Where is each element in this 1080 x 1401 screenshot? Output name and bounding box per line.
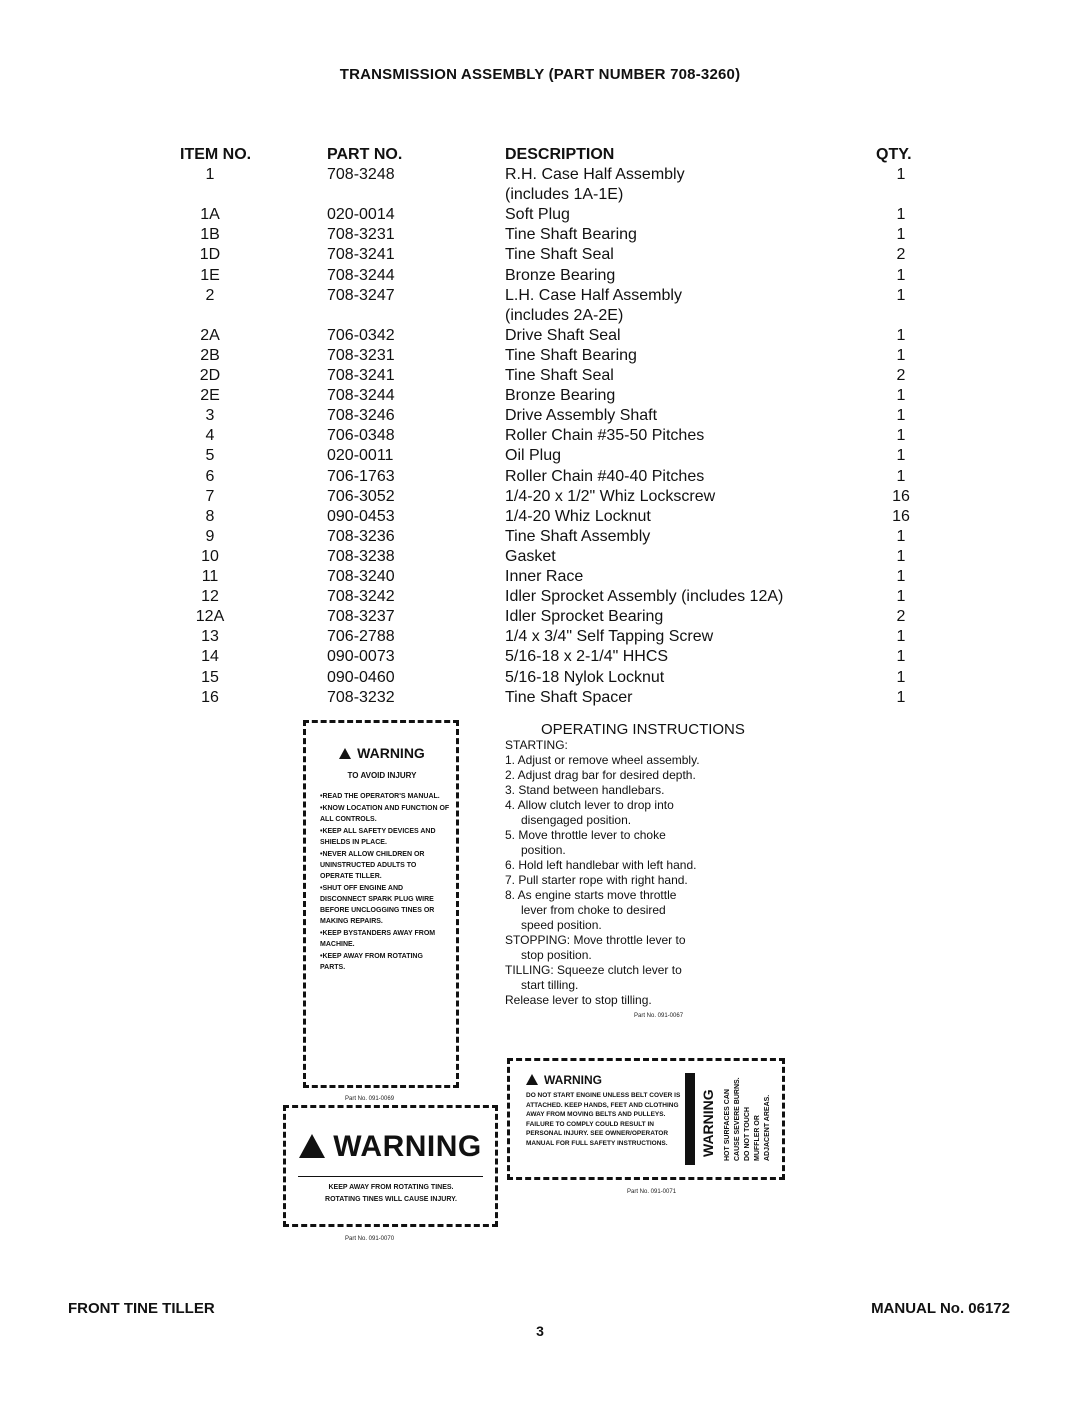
description-cell: 1/4-20 x 1/2" Whiz Lockscrew bbox=[505, 487, 716, 505]
table-row bbox=[0, 186, 1080, 206]
divider-bar bbox=[685, 1073, 695, 1165]
qty-cell: 1 bbox=[896, 688, 906, 706]
warning-list-item: •NEVER ALLOW CHILDREN OR UNINSTRUCTED ADULTS TO OPERATE TILLER. bbox=[320, 851, 425, 880]
hot-surfaces-line: ADJACENT AREAS. bbox=[764, 1094, 771, 1161]
item-no-cell: 8 bbox=[205, 507, 215, 525]
qty-cell: 1 bbox=[896, 588, 906, 606]
description-cell: Tine Shaft Spacer bbox=[505, 688, 633, 706]
description-cell: R.H. Case Half Assembly bbox=[505, 166, 685, 183]
part-number-label-2: Part No. 091-0070 bbox=[345, 1236, 395, 1242]
item-no-cell: 3 bbox=[205, 407, 215, 425]
qty-cell: 1 bbox=[896, 387, 906, 405]
table-row bbox=[0, 166, 1080, 186]
page-title: TRANSMISSION ASSEMBLY (PART NUMBER 708-3260) bbox=[339, 66, 741, 83]
item-no-cell: 10 bbox=[201, 547, 219, 565]
warning-label-rotating-tines bbox=[283, 1105, 498, 1227]
table-row bbox=[0, 447, 1080, 467]
part-no-cell: 708-3242 bbox=[327, 588, 395, 606]
description-cell: Bronze Bearing bbox=[505, 266, 616, 284]
item-no-cell: 2E bbox=[200, 387, 220, 405]
qty-cell: 1 bbox=[896, 166, 906, 183]
table-row bbox=[0, 206, 1080, 226]
item-no-cell: 6 bbox=[205, 467, 215, 485]
table-row bbox=[0, 628, 1080, 648]
table-row bbox=[0, 226, 1080, 246]
table-row bbox=[0, 307, 1080, 327]
table-row bbox=[0, 367, 1080, 387]
warning-line-2: ROTATING TINES WILL CAUSE INJURY. bbox=[325, 1196, 457, 1203]
qty-cell: 1 bbox=[896, 266, 906, 284]
instruction-line: 6. Hold left handlebar with left hand. bbox=[505, 858, 697, 872]
hot-surfaces-line: MUFFLER OR bbox=[754, 1115, 761, 1161]
part-no-cell: 706-2788 bbox=[327, 628, 395, 646]
description-cell: 1/4-20 Whiz Locknut bbox=[505, 507, 651, 525]
qty-cell: 16 bbox=[892, 507, 910, 525]
instruction-line: 7. Pull starter rope with right hand. bbox=[505, 873, 688, 887]
description-cell: Tine Shaft Bearing bbox=[505, 346, 637, 364]
divider bbox=[298, 1176, 483, 1177]
warning-triangle-icon bbox=[339, 748, 351, 759]
table-row bbox=[0, 427, 1080, 447]
description-cell: Oil Plug bbox=[505, 447, 562, 465]
warning-triangle-icon bbox=[526, 1074, 538, 1085]
instruction-line: 2. Adjust drag bar for desired depth. bbox=[505, 768, 696, 782]
item-no-cell: 13 bbox=[201, 628, 219, 646]
warning-list-item: •KEEP BYSTANDERS AWAY FROM MACHINE. bbox=[320, 930, 436, 948]
description-cell: Inner Race bbox=[505, 568, 584, 585]
description-cell: Bronze Bearing bbox=[505, 387, 616, 405]
qty-cell: 1 bbox=[896, 427, 906, 445]
item-no-cell: 2 bbox=[205, 286, 215, 304]
item-no-cell: 16 bbox=[201, 688, 219, 706]
warning-title-large bbox=[286, 1130, 495, 1164]
hot-surfaces-text bbox=[724, 1071, 776, 1167]
qty-cell: 1 bbox=[896, 668, 906, 686]
hot-surfaces-line: DO NOT TOUCH bbox=[744, 1107, 751, 1161]
table-row bbox=[0, 468, 1080, 488]
item-no-cell: 7 bbox=[205, 487, 215, 505]
item-no-cell: 12A bbox=[195, 608, 225, 626]
description-cell: L.H. Case Half Assembly bbox=[505, 286, 682, 304]
part-no-cell: 708-3244 bbox=[327, 266, 395, 284]
instruction-line: Release lever to stop tilling. bbox=[505, 993, 652, 1007]
qty-cell: 1 bbox=[896, 407, 906, 425]
description-cell: 5/16-18 Nylok Locknut bbox=[505, 668, 665, 686]
table-row bbox=[0, 287, 1080, 307]
part-no-cell: 706-0348 bbox=[327, 427, 395, 445]
table-row bbox=[0, 327, 1080, 347]
qty-cell: 1 bbox=[896, 326, 906, 344]
table-row bbox=[0, 588, 1080, 608]
description-cell: Soft Plug bbox=[505, 206, 570, 224]
warning-title bbox=[526, 1073, 602, 1087]
part-no-cell: 020-0011 bbox=[327, 447, 394, 465]
warning-subtitle: TO AVOID INJURY bbox=[347, 771, 417, 780]
instruction-line: start tilling. bbox=[521, 978, 579, 992]
warning-list-item: •KNOW LOCATION AND FUNCTION OF ALL CONTROLS. bbox=[320, 805, 450, 823]
footer-manual-no: MANUAL No. 06172 bbox=[871, 1300, 1010, 1317]
item-no-cell: 15 bbox=[201, 668, 219, 686]
table-row bbox=[0, 488, 1080, 508]
part-number-label-1: Part No. 091-0069 bbox=[345, 1096, 395, 1102]
page-number: 3 bbox=[536, 1323, 544, 1339]
table-row bbox=[0, 387, 1080, 407]
qty-cell: 2 bbox=[896, 246, 906, 264]
qty-cell: 1 bbox=[896, 547, 906, 565]
description-cell: Drive Assembly Shaft bbox=[505, 407, 658, 425]
part-no-cell: 706-1763 bbox=[327, 467, 395, 485]
part-number-label-ops: Part No. 091-0067 bbox=[634, 1013, 684, 1019]
part-no-cell: 706-0342 bbox=[327, 326, 395, 344]
part-no-cell: 708-3241 bbox=[327, 367, 395, 384]
warning-title-text: WARNING bbox=[357, 745, 425, 761]
warning-body: DO NOT START ENGINE UNLESS BELT COVER IS ATTACHED. KEEP HANDS, FEET AND CLOTHING AWAY FROM MOVING BELTS AND PULLEYS. FAILURE TO COMPLY COULD RESULT IN PERSONAL INJURY. SEE OWNER/OPERATOR MANUAL FOR FULL SAFETY INSTRUCTIONS. bbox=[526, 1092, 681, 1147]
warning-list-item: •KEEP ALL SAFETY DEVICES AND SHIELDS IN PLACE. bbox=[320, 828, 436, 846]
description-cell: 5/16-18 x 2-1/4" HHCS bbox=[505, 648, 669, 666]
header-item-no: ITEM NO. bbox=[180, 146, 252, 163]
item-no-cell: 4 bbox=[205, 427, 215, 445]
part-no-cell: 708-3247 bbox=[327, 286, 395, 304]
table-row bbox=[0, 246, 1080, 266]
instruction-line: 1. Adjust or remove wheel assembly. bbox=[505, 753, 700, 767]
table-row bbox=[0, 648, 1080, 668]
qty-cell: 2 bbox=[896, 367, 906, 384]
instruction-line: TILLING: Squeeze clutch lever to bbox=[505, 963, 682, 977]
qty-cell: 1 bbox=[896, 226, 906, 244]
table-row bbox=[0, 407, 1080, 427]
qty-cell: 1 bbox=[896, 628, 906, 646]
qty-cell: 1 bbox=[896, 286, 906, 304]
item-no-cell: 9 bbox=[205, 527, 215, 545]
description-cell: Roller Chain #35-50 Pitches bbox=[505, 427, 705, 445]
table-row bbox=[0, 508, 1080, 528]
item-no-cell: 5 bbox=[205, 447, 215, 465]
qty-cell: 1 bbox=[896, 648, 906, 666]
description-cell: Roller Chain #40-40 Pitches bbox=[505, 467, 705, 485]
instruction-line: lever from choke to desired bbox=[521, 903, 666, 917]
item-no-cell: 12 bbox=[201, 588, 219, 606]
table-row bbox=[0, 568, 1080, 588]
instruction-line: 5. Move throttle lever to choke bbox=[505, 828, 666, 842]
vertical-warning bbox=[700, 1071, 724, 1167]
instruction-line: STOPPING: Move throttle lever to bbox=[505, 933, 686, 947]
header-part-no: PART NO. bbox=[327, 146, 403, 163]
table-row bbox=[0, 347, 1080, 367]
description-cell: Tine Shaft Seal bbox=[505, 367, 614, 384]
qty-cell: 1 bbox=[896, 447, 906, 465]
header-description: DESCRIPTION bbox=[505, 146, 615, 163]
hot-surfaces-line: HOT SURFACES CAN bbox=[724, 1089, 731, 1161]
warning-list bbox=[320, 791, 450, 974]
warning-title-text: WARNING bbox=[544, 1073, 602, 1087]
instruction-line: speed position. bbox=[521, 918, 602, 932]
item-no-cell: 1 bbox=[205, 166, 215, 183]
part-no-cell: 708-3241 bbox=[327, 246, 395, 264]
item-no-cell: 2D bbox=[199, 367, 221, 384]
item-no-cell: 2A bbox=[200, 326, 220, 344]
instruction-line: position. bbox=[521, 843, 566, 857]
part-no-cell: 020-0014 bbox=[327, 206, 395, 224]
description-cell: Tine Shaft Assembly bbox=[505, 527, 651, 545]
warning-list-item: •READ THE OPERATOR'S MANUAL. bbox=[320, 793, 440, 800]
operating-instructions-lines bbox=[505, 738, 795, 1008]
item-no-cell: 2B bbox=[200, 346, 220, 364]
part-no-cell: 708-3248 bbox=[327, 166, 395, 183]
warning-title-text: WARNING bbox=[333, 1130, 482, 1163]
warning-line-1: KEEP AWAY FROM ROTATING TINES. bbox=[328, 1184, 454, 1191]
instruction-line: disengaged position. bbox=[521, 813, 632, 827]
instruction-line: 4. Allow clutch lever to drop into bbox=[505, 798, 674, 812]
item-no-cell: 1E bbox=[200, 266, 220, 284]
part-no-cell: 708-3231 bbox=[327, 226, 395, 244]
warning-title bbox=[314, 745, 450, 761]
part-no-cell: 090-0453 bbox=[327, 507, 395, 525]
part-no-cell: 090-0073 bbox=[327, 648, 395, 666]
description-cell: Tine Shaft Seal bbox=[505, 246, 614, 264]
vertical-warning-title: WARNING bbox=[700, 1089, 716, 1157]
part-no-cell: 706-3052 bbox=[327, 487, 395, 505]
item-no-cell: 1B bbox=[200, 226, 220, 244]
warning-list-item: •KEEP AWAY FROM ROTATING PARTS. bbox=[320, 953, 423, 971]
table-row bbox=[0, 689, 1080, 709]
description-cell: (includes 2A-2E) bbox=[505, 306, 624, 324]
instruction-line: 3. Stand between handlebars. bbox=[505, 783, 665, 797]
hot-surfaces-line: CAUSE SEVERE BURNS. bbox=[734, 1077, 741, 1161]
description-cell: Idler Sprocket Bearing bbox=[505, 608, 664, 626]
header-qty: QTY. bbox=[876, 146, 912, 163]
description-cell: 1/4 x 3/4" Self Tapping Screw bbox=[505, 628, 714, 646]
qty-cell: 1 bbox=[896, 206, 906, 224]
part-no-cell: 708-3240 bbox=[327, 568, 395, 585]
description-cell: Tine Shaft Bearing bbox=[505, 226, 637, 244]
description-cell: Drive Shaft Seal bbox=[505, 326, 621, 344]
qty-cell: 1 bbox=[896, 346, 906, 364]
part-number-label-3: Part No. 091-0071 bbox=[627, 1189, 677, 1195]
item-no-cell: 1A bbox=[200, 206, 220, 224]
description-cell: Idler Sprocket Assembly (includes 12A) bbox=[505, 588, 784, 606]
qty-cell: 1 bbox=[896, 527, 906, 545]
part-no-cell: 708-3236 bbox=[327, 527, 395, 545]
warning-list-item: •SHUT OFF ENGINE AND DISCONNECT SPARK PLUG WIRE BEFORE UNCLOGGING TINES OR MAKING REPAIRS. bbox=[320, 885, 435, 925]
qty-cell: 16 bbox=[892, 487, 910, 505]
instruction-line: 8. As engine starts move throttle bbox=[505, 888, 677, 902]
qty-cell: 1 bbox=[896, 568, 906, 585]
footer-product: FRONT TINE TILLER bbox=[68, 1300, 215, 1317]
part-no-cell: 708-3237 bbox=[327, 608, 395, 626]
part-no-cell: 708-3238 bbox=[327, 547, 395, 565]
table-row bbox=[0, 267, 1080, 287]
item-no-cell: 11 bbox=[201, 568, 219, 585]
table-row bbox=[0, 669, 1080, 689]
table-row bbox=[0, 548, 1080, 568]
instruction-line: STARTING: bbox=[505, 738, 568, 752]
item-no-cell: 14 bbox=[201, 648, 219, 666]
operating-instructions-heading: OPERATING INSTRUCTIONS bbox=[541, 721, 745, 738]
part-no-cell: 708-3246 bbox=[327, 407, 395, 425]
warning-label-avoid-injury bbox=[303, 720, 459, 1088]
part-no-cell: 090-0460 bbox=[327, 668, 395, 686]
part-no-cell: 708-3231 bbox=[327, 346, 395, 364]
warning-label-belt-cover bbox=[507, 1058, 785, 1180]
part-no-cell: 708-3244 bbox=[327, 387, 395, 405]
warning-triangle-icon bbox=[299, 1134, 325, 1158]
description-cell: Gasket bbox=[505, 547, 556, 565]
operating-instructions bbox=[505, 722, 795, 1008]
description-cell: (includes 1A-1E) bbox=[505, 186, 624, 204]
qty-cell: 2 bbox=[896, 608, 906, 626]
item-no-cell: 1D bbox=[199, 246, 221, 264]
table-row bbox=[0, 528, 1080, 548]
part-no-cell: 708-3232 bbox=[327, 688, 395, 706]
table-row bbox=[0, 608, 1080, 628]
instruction-line: stop position. bbox=[521, 948, 592, 962]
qty-cell: 1 bbox=[896, 467, 906, 485]
